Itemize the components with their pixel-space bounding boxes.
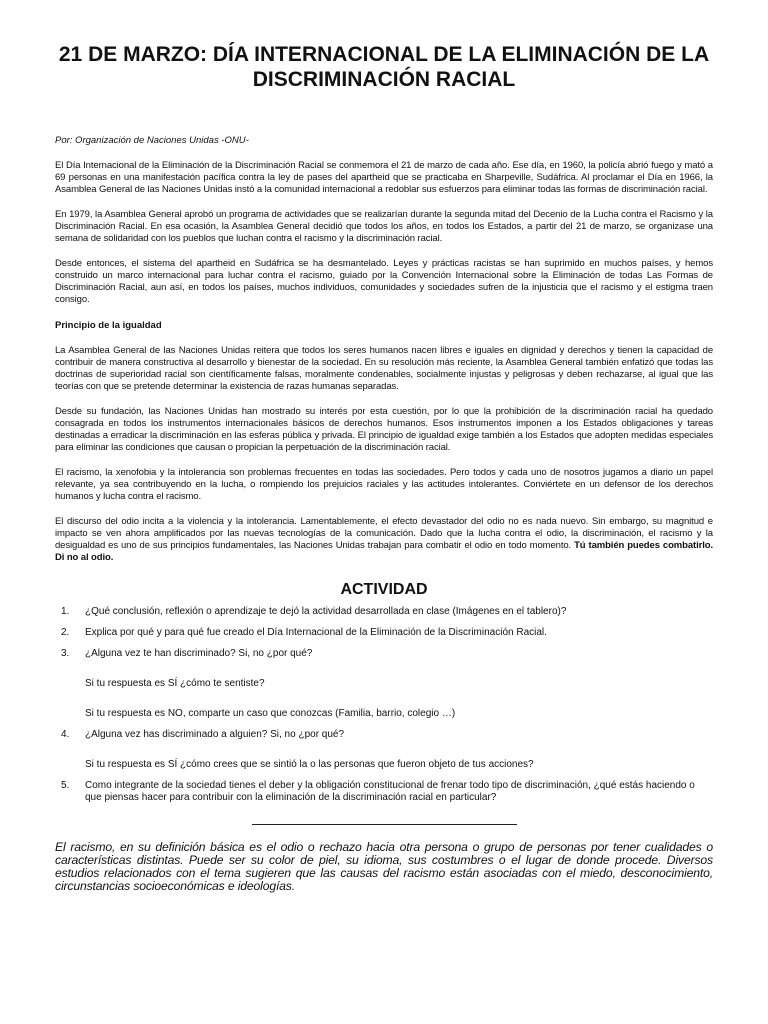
item-text: ¿Alguna vez te han discriminado? Si, no ¿por qué?: [85, 648, 313, 659]
title-line-2: DISCRIMINACIÓN RACIAL: [252, 68, 516, 91]
hate-speech-text: El discurso del odio incita a la violencia y la intolerancia. Lamentablemente, el efecto devastador del odio no es nada nuevo. Sin embargo, su magnitud e impacto se ven ahora amplificados por las nuevas tecnologías de la comunicación. Dado que la lucha contra el odio, la discriminación, el racismo y la desigualdad es uno de sus principios fundamentales, las Naciones Unidas trabajan para combatir el odio en todo momento.: [55, 516, 713, 551]
activity-item: [55, 606, 713, 618]
title-line-1: 21 DE MARZO: DÍA INTERNACIONAL DE LA ELIMINACIÓN DE LA: [58, 43, 710, 66]
item-subquestion: Si tu respuesta es SÍ ¿cómo crees que se sintió la o las personas que fueron objeto de tus acciones?: [85, 759, 534, 770]
item-text: Explica por qué y para qué fue creado el Día Internacional de la Eliminación de la Discriminación Racial.: [85, 627, 547, 638]
page-title: [55, 0, 713, 92]
activity-title: ACTIVIDAD: [340, 581, 428, 598]
paragraph-intro: El Día Internacional de la Eliminación de la Discriminación Racial se conmemora el 21 de marzo de cada año. Ese día, en 1960, la policía abrió fuego y mató a 69 personas en una manifestación pacífica contra la ley de pases del apartheid que se practicaba en Sharpeville, Sudáfrica. Al proclamar el Día en 1966, la Asamblea General de las Naciones Unidas instó a la comunidad internacional a redoblar sus esfuerzos para eliminar todas las formas de discriminación racial.: [55, 160, 713, 195]
hate-speech-callout: Tú también puedes combatirlo. Di no al odio.: [55, 540, 713, 563]
activity-list: [55, 606, 713, 804]
closing-paragraph: El racismo, en su definición básica es el odio o rechazo hacia otra persona o grupo de personas por tener cualidades o características distintas. Puede ser su color de piel, su idioma, sus costumbres o el lugar de donde procede. Diversos estudios relacionados con el tema sugieren que las causas del racismo están asociadas con el miedo, desconocimiento, circunstancias socioeconómicas e ideologías.: [55, 840, 713, 893]
paragraph-apartheid: Desde entonces, el sistema del apartheid en Sudáfrica se ha desmantelado. Leyes y prácticas racistas se han suprimido en muchos países, y hemos construido un marco internacional para luchar contra el racismo, guiado por la Convención Internacional sobre la Eliminación de todas Las Formas de Discriminación Racial, aun así, en todos los países, muchos individuos, comunidades y sociedades sufren de la injusticia que el racismo y el estigma traen consigo.: [55, 258, 713, 305]
section-heading: Principio de la igualdad: [55, 320, 162, 331]
paragraph-foundation: Desde su fundación, las Naciones Unidas han mostrado su interés por esta cuestión, por lo que la prohibición de la discriminación racial ha quedado consagrada en todos los instrumentos internacionales básicos de derechos humanos. Esos instrumentos imponen a los Estados obligaciones y tareas destinadas a erradicar la discriminación en las esferas pública y privada. El principio de igualdad exige también a los Estados que adopten medidas especiales para eliminar las condiciones que causan o propician la perpetuación de la discriminación racial.: [55, 406, 713, 453]
byline: Por: Organización de Naciones Unidas -ONU-: [55, 135, 249, 146]
activity-item: [55, 627, 713, 639]
item-number: 1.: [61, 606, 70, 617]
item-text: ¿Alguna vez has discriminado a alguien? Si, no ¿por qué?: [85, 729, 345, 740]
item-text: ¿Qué conclusión, reflexión o aprendizaje te dejó la actividad desarrollada en clase (Imágenes en el tablero)?: [85, 606, 567, 617]
activity-item: [55, 648, 713, 720]
paragraph-equality: La Asamblea General de las Naciones Unidas reitera que todos los seres humanos nacen libres e iguales en dignidad y derechos y tienen la capacidad de contribuir de manera constructiva al desarrollo y bienestar de la sociedad. En su resolución más reciente, la Asamblea General también enfatizó que todas las doctrinas de superioridad racial son científicamente falsas, moralmente condenables, socialmente injustas y peligrosas y deben rechazarse, al igual que las teorías con que se pretende determinar la existencia de razas humanas separadas.: [55, 345, 713, 392]
item-text: Como integrante de la sociedad tienes el deber y la obligación constitucional de frenar todo tipo de discriminación, ¿qué estás haciendo o que piensas hacer para contribuir con la eliminación de la discriminación racial en particular?: [85, 780, 695, 803]
horizontal-divider: [252, 824, 517, 825]
item-number: 3.: [61, 648, 70, 659]
item-number: 4.: [61, 729, 70, 740]
activity-item: [55, 729, 713, 771]
item-number: 5.: [61, 780, 70, 791]
item-subquestion: Si tu respuesta es SÍ ¿cómo te sentiste?: [85, 678, 265, 689]
paragraph-hate-speech: [55, 516, 713, 564]
activity-item: [55, 780, 713, 804]
item-number: 2.: [61, 627, 70, 638]
paragraph-racism: El racismo, la xenofobia y la intolerancia son problemas frecuentes en todas las sociedades. Pero todos y cada uno de nosotros jugamos a diario un papel relevante, ya sea contribuyendo en la lucha, o rompiendo los prejuicios raciales y las actitudes intolerantes. Conviértete en un defensor de los derechos humanos y lucha contra el racismo.: [55, 467, 713, 502]
paragraph-1979: En 1979, la Asamblea General aprobó un programa de actividades que se realizarían durante la segunda mitad del Decenio de la Lucha contra el Racismo y la Discriminación Racial. En esa ocasión, la Asamblea General decidió que todos los años, en todos los Estados, a partir del 21 de marzo, se organizase una semana de solidaridad con los pueblos que luchan contra el racismo y la discriminación racial.: [55, 209, 713, 244]
item-subquestion: Si tu respuesta es NO, comparte un caso que conozcas (Familia, barrio, colegio …): [85, 708, 456, 719]
